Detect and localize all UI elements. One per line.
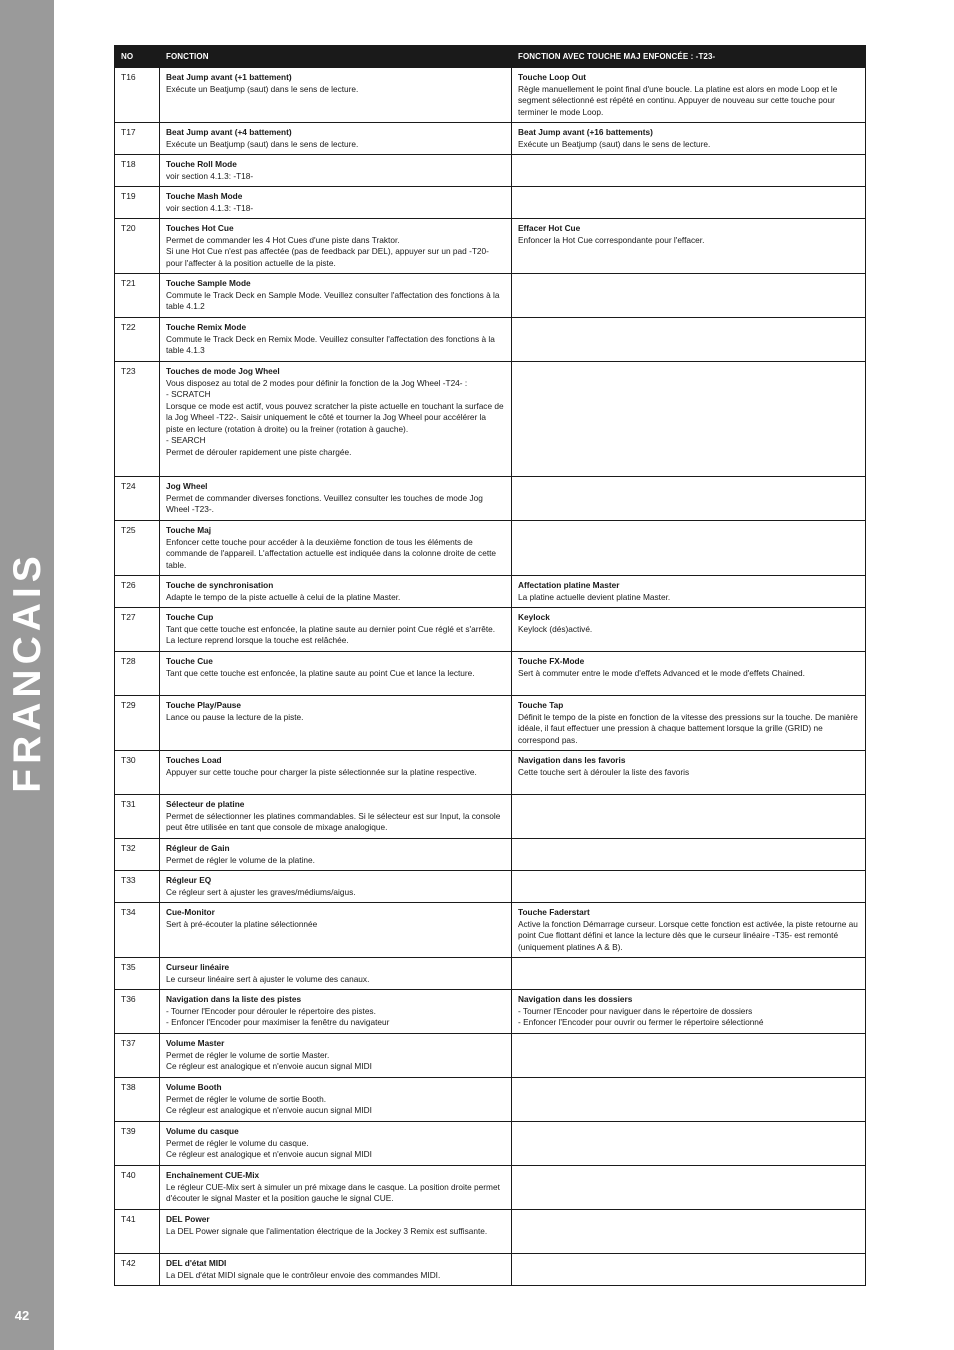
function-description: La DEL d'état MIDI signale que le contrôleur envoie des commandes MIDI. bbox=[166, 1269, 441, 1280]
table-row bbox=[115, 219, 866, 274]
function-cell bbox=[160, 576, 512, 608]
function-cell bbox=[160, 795, 512, 839]
shift-function-cell bbox=[512, 990, 866, 1034]
row-number: T41 bbox=[115, 1210, 160, 1254]
function-description: Le régleur CUE-Mix sert à simuler un pré mixage dans le casque. La position droite permet d'écouter le signal Master et la position gauche le signal CUE. bbox=[166, 1181, 500, 1203]
function-table bbox=[114, 45, 866, 1286]
shift-function-cell bbox=[512, 362, 866, 477]
table-row bbox=[115, 1254, 866, 1286]
shift-function-cell bbox=[512, 1254, 866, 1286]
function-description: Ce régleur sert à ajuster les graves/médiums/aigus. bbox=[166, 886, 356, 897]
function-description: Exécute un Beatjump (saut) dans le sens de lecture. bbox=[166, 138, 359, 149]
function-cell bbox=[160, 68, 512, 123]
table-row bbox=[115, 1210, 866, 1254]
function-cell bbox=[160, 990, 512, 1034]
row-number: T30 bbox=[115, 751, 160, 795]
function-title: Beat Jump avant (+4 battement) bbox=[166, 127, 292, 137]
row-number: T20 bbox=[115, 219, 160, 274]
table-row bbox=[115, 1166, 866, 1210]
shift-function-cell bbox=[512, 521, 866, 576]
row-number: T36 bbox=[115, 990, 160, 1034]
function-cell bbox=[160, 1166, 512, 1210]
function-title: Navigation dans la liste des pistes bbox=[166, 994, 302, 1004]
function-cell bbox=[160, 1078, 512, 1122]
side-band bbox=[0, 0, 54, 1350]
function-description: Adapte le tempo de la piste actuelle à celui de la platine Master. bbox=[166, 591, 401, 602]
shift-function-title: Navigation dans les favoris bbox=[518, 755, 626, 765]
row-number: T21 bbox=[115, 274, 160, 318]
function-description: Commute le Track Deck en Sample Mode. Veuillez consulter l'affectation des fonctions à la table 4.1.2 bbox=[166, 289, 500, 311]
table-row bbox=[115, 68, 866, 123]
row-number: T28 bbox=[115, 652, 160, 696]
function-description: Permet de sélectionner les platines commandables. Si le sélecteur est sur Input, la console peut être utilisée en tant que console de mixage analogique. bbox=[166, 810, 501, 832]
row-number: T35 bbox=[115, 958, 160, 990]
shift-function-cell bbox=[512, 274, 866, 318]
function-title: Touches Load bbox=[166, 755, 222, 765]
function-cell bbox=[160, 274, 512, 318]
function-cell bbox=[160, 362, 512, 477]
function-description: Commute le Track Deck en Remix Mode. Veuillez consulter l'affectation des fonctions à la table 4.1.3 bbox=[166, 333, 495, 355]
shift-function-cell bbox=[512, 1078, 866, 1122]
table-row bbox=[115, 1078, 866, 1122]
table-row bbox=[115, 362, 866, 477]
function-title: Touche Mash Mode bbox=[166, 191, 243, 201]
row-number: T25 bbox=[115, 521, 160, 576]
table-row bbox=[115, 958, 866, 990]
shift-function-title: Affectation platine Master bbox=[518, 580, 620, 590]
function-title: Volume du casque bbox=[166, 1126, 239, 1136]
row-number: T38 bbox=[115, 1078, 160, 1122]
shift-function-cell bbox=[512, 652, 866, 696]
shift-function-cell bbox=[512, 68, 866, 123]
shift-function-description: Keylock (dés)activé. bbox=[518, 623, 593, 634]
row-number: T17 bbox=[115, 123, 160, 155]
row-number: T22 bbox=[115, 318, 160, 362]
row-number: T42 bbox=[115, 1254, 160, 1286]
shift-function-cell bbox=[512, 219, 866, 274]
row-number: T16 bbox=[115, 68, 160, 123]
language-label: FRANCAIS bbox=[6, 551, 49, 793]
row-number: T32 bbox=[115, 839, 160, 871]
function-title: Touche Play/Pause bbox=[166, 700, 242, 710]
table-row bbox=[115, 751, 866, 795]
table-row bbox=[115, 1034, 866, 1078]
shift-function-title: Touche FX-Mode bbox=[518, 656, 585, 666]
function-cell bbox=[160, 903, 512, 958]
shift-function-cell bbox=[512, 1122, 866, 1166]
header-shift-function: FONCTION AVEC TOUCHE MAJ ENFONCÉE : -T23- bbox=[512, 46, 866, 68]
function-description: Permet de régler le volume du casque. Ce régleur est analogique et n'envoie aucun signal MIDI bbox=[166, 1137, 372, 1159]
function-cell bbox=[160, 608, 512, 652]
shift-function-description: Sert à commuter entre le mode d'effets Advanced et le mode d'effets Chained. bbox=[518, 667, 805, 678]
function-title: Touche Roll Mode bbox=[166, 159, 237, 169]
function-description: - Tourner l'Encoder pour dérouler le répertoire des pistes. - Enfoncer l'Encoder pour maximiser la fenêtre du navigateur bbox=[166, 1005, 390, 1027]
function-title: Jog Wheel bbox=[166, 481, 208, 491]
row-number: T37 bbox=[115, 1034, 160, 1078]
function-cell bbox=[160, 696, 512, 751]
row-number: T19 bbox=[115, 187, 160, 219]
table-row bbox=[115, 795, 866, 839]
function-title: Touche Remix Mode bbox=[166, 322, 247, 332]
shift-function-title: Touche Faderstart bbox=[518, 907, 590, 917]
row-number: T34 bbox=[115, 903, 160, 958]
function-description: Enfoncer cette touche pour accéder à la deuxième fonction de tous les éléments de commande de l'appareil. L'affectation actuelle est indiquée dans la colonne droite de cette table. bbox=[166, 536, 497, 570]
function-cell bbox=[160, 123, 512, 155]
table-row bbox=[115, 274, 866, 318]
table-row bbox=[115, 990, 866, 1034]
function-description: voir section 4.1.3: -T18- bbox=[166, 170, 254, 181]
shift-function-cell bbox=[512, 958, 866, 990]
shift-function-cell bbox=[512, 903, 866, 958]
function-description: Tant que cette touche est enfoncée, la platine saute au point Cue et lance la lecture. bbox=[166, 667, 475, 678]
table-row bbox=[115, 608, 866, 652]
function-description: Appuyer sur cette touche pour charger la piste sélectionnée sur la platine respective. bbox=[166, 766, 477, 777]
page-number: 42 bbox=[14, 1308, 30, 1323]
shift-function-title: Beat Jump avant (+16 battements) bbox=[518, 127, 653, 137]
function-title: Sélecteur de platine bbox=[166, 799, 245, 809]
function-title: Touches Hot Cue bbox=[166, 223, 234, 233]
function-title: Touches de mode Jog Wheel bbox=[166, 366, 280, 376]
function-cell bbox=[160, 219, 512, 274]
shift-function-description: Cette touche sert à dérouler la liste des favoris bbox=[518, 766, 690, 777]
shift-function-description: - Tourner l'Encoder pour naviguer dans le répertoire de dossiers - Enfoncer l'Encoder pour ouvrir ou fermer le répertoire sélectionné bbox=[518, 1005, 764, 1027]
shift-function-cell bbox=[512, 187, 866, 219]
function-cell bbox=[160, 871, 512, 903]
table-row bbox=[115, 477, 866, 521]
function-title: DEL Power bbox=[166, 1214, 210, 1224]
row-number: T18 bbox=[115, 155, 160, 187]
function-description: Sert à pré-écouter la platine sélectionnée bbox=[166, 918, 318, 929]
row-number: T26 bbox=[115, 576, 160, 608]
function-title: Régleur EQ bbox=[166, 875, 212, 885]
table-row bbox=[115, 652, 866, 696]
function-title: Enchaînement CUE-Mix bbox=[166, 1170, 260, 1180]
function-description: Exécute un Beatjump (saut) dans le sens de lecture. bbox=[166, 83, 359, 94]
row-number: T27 bbox=[115, 608, 160, 652]
function-cell bbox=[160, 1210, 512, 1254]
function-description: Permet de régler le volume de sortie Master. Ce régleur est analogique et n'envoie aucun signal MIDI bbox=[166, 1049, 372, 1071]
function-cell bbox=[160, 751, 512, 795]
row-number: T24 bbox=[115, 477, 160, 521]
shift-function-cell bbox=[512, 696, 866, 751]
table-row bbox=[115, 871, 866, 903]
shift-function-cell bbox=[512, 155, 866, 187]
shift-function-cell bbox=[512, 1166, 866, 1210]
table-row bbox=[115, 903, 866, 958]
function-cell bbox=[160, 839, 512, 871]
function-title: DEL d'état MIDI bbox=[166, 1258, 227, 1268]
shift-function-title: Keylock bbox=[518, 612, 550, 622]
function-title: Volume Booth bbox=[166, 1082, 222, 1092]
function-description: Permet de régler le volume de la platine. bbox=[166, 854, 315, 865]
shift-function-title: Navigation dans les dossiers bbox=[518, 994, 633, 1004]
function-title: Volume Master bbox=[166, 1038, 225, 1048]
function-title: Touche de synchronisation bbox=[166, 580, 274, 590]
shift-function-cell bbox=[512, 608, 866, 652]
function-title: Touche Cup bbox=[166, 612, 214, 622]
function-cell bbox=[160, 652, 512, 696]
row-number: T29 bbox=[115, 696, 160, 751]
function-description: Permet de commander diverses fonctions. Veuillez consulter les touches de mode Jog Wheel -T23-. bbox=[166, 492, 483, 514]
shift-function-cell bbox=[512, 477, 866, 521]
function-description: Permet de commander les 4 Hot Cues d'une piste dans Traktor. Si une Hot Cue n'est pas affectée (pas de feedback par DEL), appuyer sur un pad -T20- pour l'affecter à la position actuelle de la piste. bbox=[166, 234, 489, 268]
function-description: Vous disposez au total de 2 modes pour définir la fonction de la Jog Wheel -T24- : - SCRATCH Lorsque ce mode est actif, vous pouvez scratcher la piste actuelle en touchant la surface de la Jog Wheel -T22-. Saisir uniquement le côté et tourner la Jog Wheel pour accélérer la piste en lecture (rotation à droite) ou la freiner (rotation à gauche). - SEARCH Permet de dérouler rapidement une piste chargée. bbox=[166, 377, 504, 457]
function-cell bbox=[160, 1254, 512, 1286]
function-title: Cue-Monitor bbox=[166, 907, 215, 917]
function-title: Touche Sample Mode bbox=[166, 278, 251, 288]
function-cell bbox=[160, 477, 512, 521]
table-row bbox=[115, 521, 866, 576]
function-description: Permet de régler le volume de sortie Booth. Ce régleur est analogique et n'envoie aucun signal MIDI bbox=[166, 1093, 372, 1115]
row-number: T31 bbox=[115, 795, 160, 839]
shift-function-description: Exécute un Beatjump (saut) dans le sens de lecture. bbox=[518, 138, 711, 149]
shift-function-cell bbox=[512, 871, 866, 903]
function-cell bbox=[160, 1034, 512, 1078]
shift-function-cell bbox=[512, 1034, 866, 1078]
function-description: Tant que cette touche est enfoncée, la platine saute au dernier point Cue réglé et s'arrête. La lecture reprend lorsque la touche est relâchée. bbox=[166, 623, 496, 645]
function-cell bbox=[160, 958, 512, 990]
table-row bbox=[115, 187, 866, 219]
shift-function-cell bbox=[512, 839, 866, 871]
shift-function-cell bbox=[512, 795, 866, 839]
shift-function-description: Règle manuellement le point final d'une boucle. La platine est alors en mode Loop et le segment sélectionné est répété en continu. Appuyer de nouveau sur cette touche pour terminer le mode Loop. bbox=[518, 83, 838, 117]
table-row bbox=[115, 1122, 866, 1166]
function-cell bbox=[160, 521, 512, 576]
shift-function-cell bbox=[512, 123, 866, 155]
function-cell bbox=[160, 318, 512, 362]
table-header-row bbox=[115, 46, 866, 68]
row-number: T33 bbox=[115, 871, 160, 903]
row-number: T39 bbox=[115, 1122, 160, 1166]
row-number: T23 bbox=[115, 362, 160, 477]
function-title: Régleur de Gain bbox=[166, 843, 230, 853]
table-row bbox=[115, 576, 866, 608]
header-function: FONCTION bbox=[160, 46, 512, 68]
shift-function-description: Définit le tempo de la piste en fonction de la vitesse des pressions sur la touche. De manière idéale, il faut effectuer une pression à chaque battement lorsque la grille (GRID) ne correspond pas. bbox=[518, 711, 858, 745]
function-title: Touche Cue bbox=[166, 656, 213, 666]
shift-function-title: Touche Loop Out bbox=[518, 72, 587, 82]
table-row bbox=[115, 696, 866, 751]
table-row bbox=[115, 155, 866, 187]
function-cell bbox=[160, 1122, 512, 1166]
header-no: NO bbox=[115, 46, 160, 68]
shift-function-cell bbox=[512, 318, 866, 362]
function-title: Curseur linéaire bbox=[166, 962, 230, 972]
table-row bbox=[115, 318, 866, 362]
shift-function-cell bbox=[512, 576, 866, 608]
function-title: Beat Jump avant (+1 battement) bbox=[166, 72, 292, 82]
function-cell bbox=[160, 155, 512, 187]
function-description: Lance ou pause la lecture de la piste. bbox=[166, 711, 304, 722]
shift-function-cell bbox=[512, 1210, 866, 1254]
row-number: T40 bbox=[115, 1166, 160, 1210]
shift-function-title: Touche Tap bbox=[518, 700, 564, 710]
table-row bbox=[115, 123, 866, 155]
function-title: Touche Maj bbox=[166, 525, 212, 535]
shift-function-description: Active la fonction Démarrage curseur. Lorsque cette fonction est activée, la piste retourne au point Cue flottant défini et lance la lecture dès que le curseur linéaire -T35- est remonté (uniquement platines A & B). bbox=[518, 918, 858, 952]
shift-function-description: Enfoncer la Hot Cue correspondante pour l'effacer. bbox=[518, 234, 705, 245]
function-description: Le curseur linéaire sert à ajuster le volume des canaux. bbox=[166, 973, 370, 984]
shift-function-title: Effacer Hot Cue bbox=[518, 223, 581, 233]
table-row bbox=[115, 839, 866, 871]
shift-function-description: La platine actuelle devient platine Master. bbox=[518, 591, 671, 602]
function-description: voir section 4.1.3: -T18- bbox=[166, 202, 254, 213]
shift-function-cell bbox=[512, 751, 866, 795]
function-description: La DEL Power signale que l'alimentation électrique de la Jockey 3 Remix est suffisante. bbox=[166, 1225, 488, 1236]
function-cell bbox=[160, 187, 512, 219]
